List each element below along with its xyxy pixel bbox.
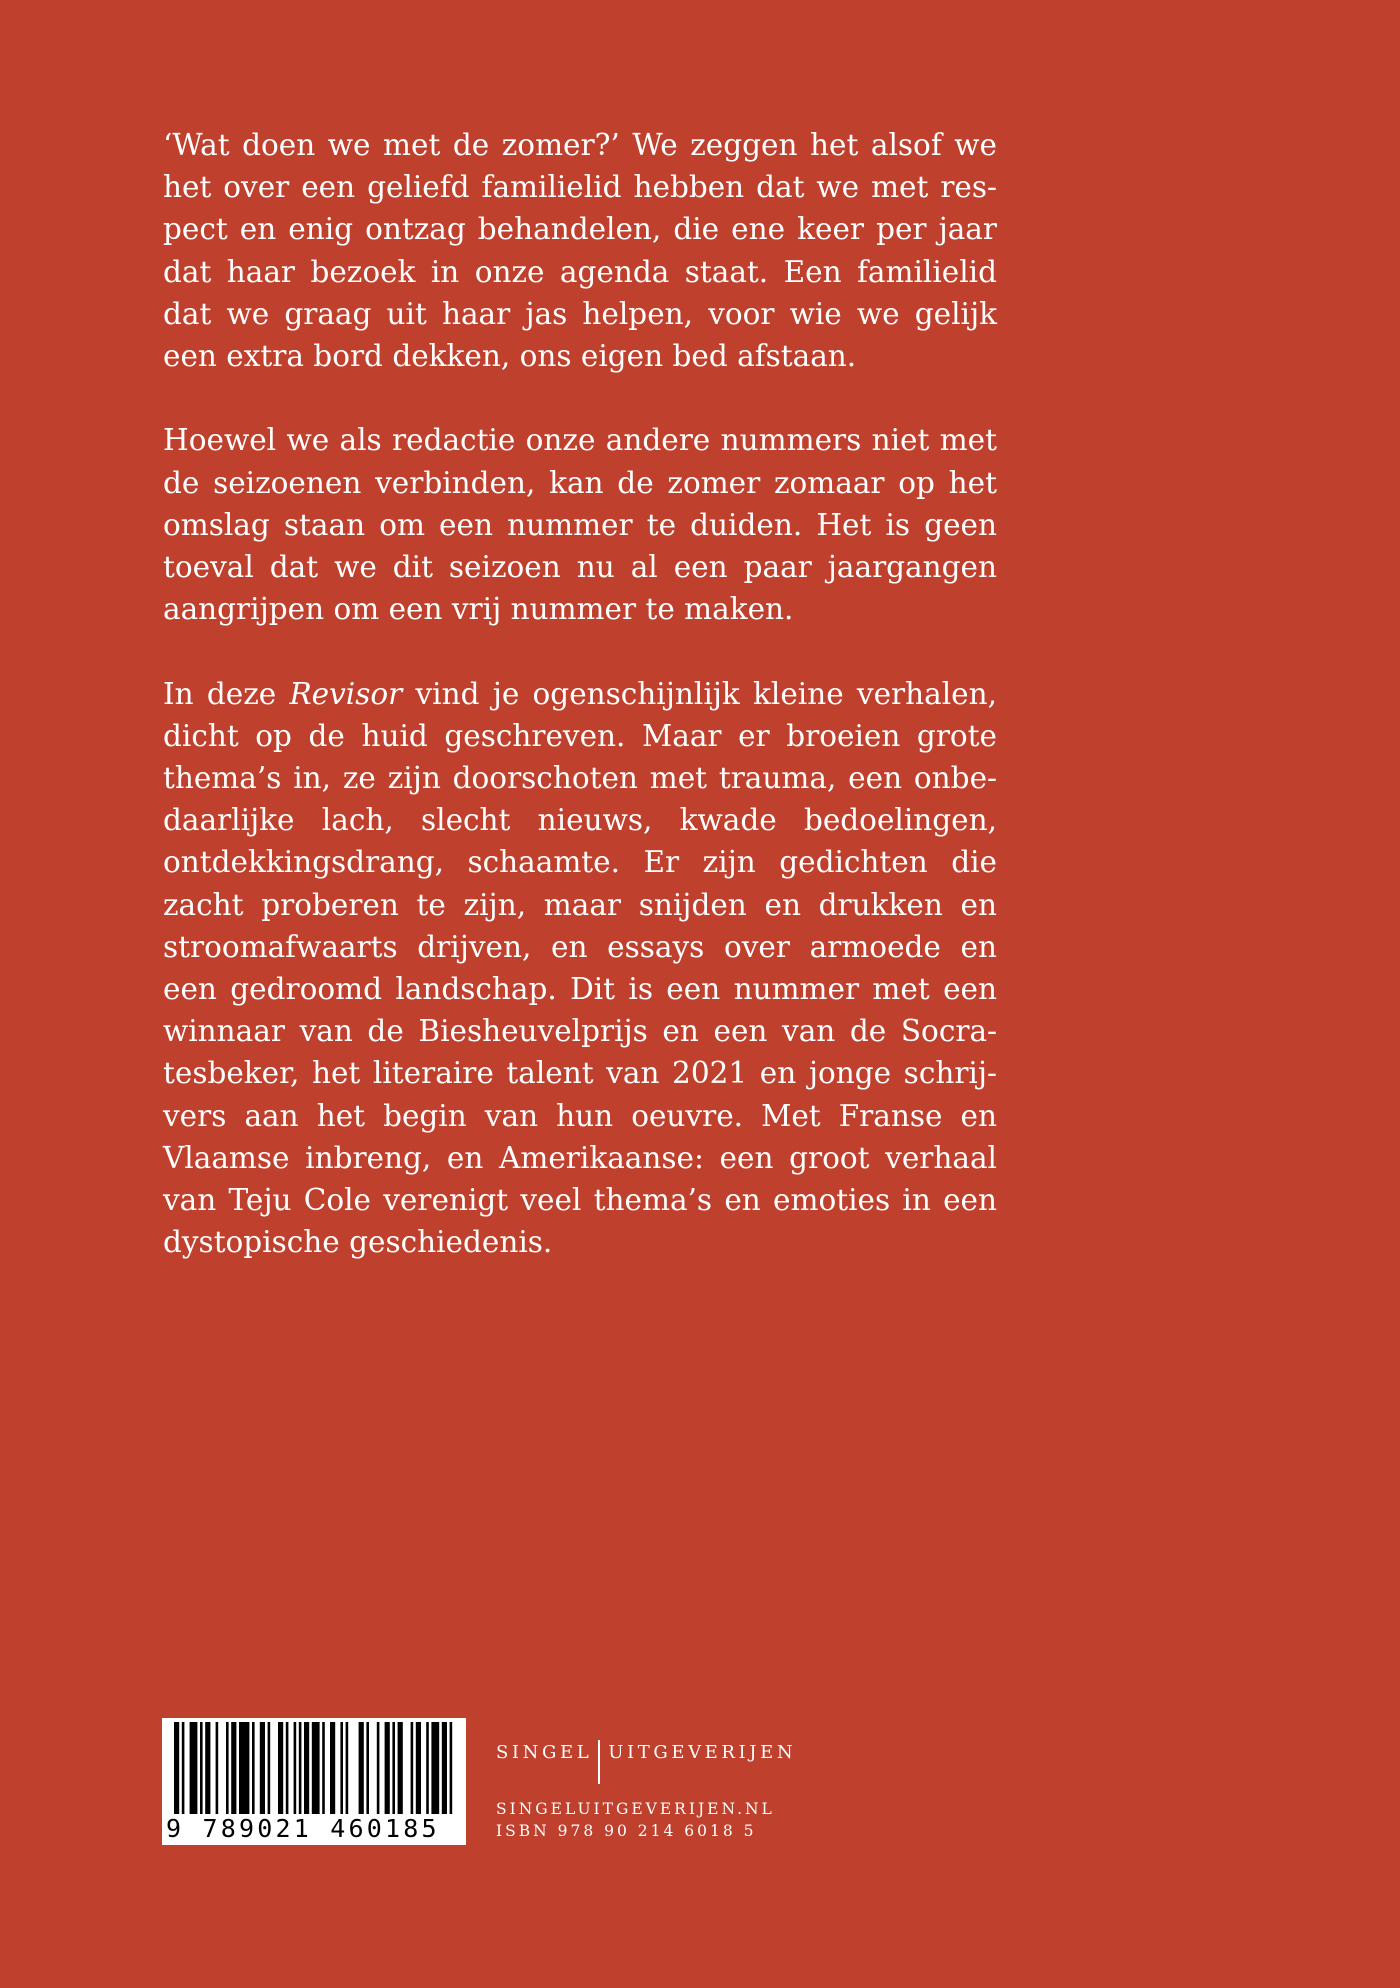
barcode-bar: [294, 1722, 297, 1814]
barcode-bar: [260, 1722, 265, 1814]
barcode-number: 9 789021 460185: [166, 1814, 440, 1843]
barcode-bar: [268, 1722, 271, 1814]
magazine-title: Revisor: [289, 676, 403, 711]
barcode-bar: [182, 1722, 185, 1814]
barcode-bars: [162, 1718, 466, 1818]
barcode-bar: [299, 1722, 302, 1814]
publisher-logo-divider: [598, 1740, 600, 1784]
barcode-bar: [340, 1722, 343, 1814]
publisher-info: [496, 1798, 775, 1842]
isbn-barcode: [162, 1718, 466, 1845]
barcode-bar: [366, 1722, 369, 1814]
barcode-bar: [450, 1722, 453, 1814]
barcode-bar: [239, 1722, 249, 1814]
barcode-bar: [377, 1722, 380, 1814]
barcode-bar: [205, 1722, 210, 1814]
barcode-bar: [416, 1722, 421, 1814]
barcode-bar: [398, 1722, 403, 1814]
barcode-bar: [312, 1722, 320, 1814]
blurb-paragraph-2: Hoewel we als redactie onze andere nummers niet met de seizoenen verbinden, kan de zomer zomaar op het omslag staan om een nummer te duiden. Het is geen toeval dat we dit seizoen nu al een paar jaargangen aangrijpen om een vrij nummer te maken.: [163, 423, 997, 627]
barcode-bar: [252, 1722, 255, 1814]
barcode-bar: [174, 1722, 179, 1814]
publisher-website: SINGELUITGEVERIJEN.NL: [496, 1800, 775, 1818]
isbn-number: ISBN 978 90 214 6018 5: [496, 1822, 757, 1840]
barcode-bar: [278, 1722, 283, 1814]
blurb-paragraph-1: ‘Wat doen we met de zomer?’ We zeggen het alsof we het over een geliefd familielid hebben dat we met respect en enig ontzag behandelen, die ene keer per jaar dat haar bezoek in onze agenda staat. Een familielid dat we graag uit haar jas helpen, voor wie we gelijk een extra bord dekken, ons eigen bed afstaan.: [163, 128, 997, 374]
back-cover-blurb: [163, 124, 997, 1306]
publisher-name-singel: SINGEL: [496, 1741, 593, 1763]
barcode-bar: [226, 1722, 229, 1814]
barcode-bar: [359, 1722, 364, 1814]
barcode-bar: [330, 1722, 335, 1814]
barcode-bar: [216, 1722, 219, 1814]
blurb-paragraph-3: [163, 673, 997, 1264]
blurb-paragraph-3-rest: vind je ogenschijnlijk kleine verhalen, dicht op de huid geschreven. Maar er broeien grote thema’s in, ze zijn doorschoten met trauma, een onbedaarlijke lach, slecht nieuws, kwade bedoelingen, ontdekkingsdrang, schaamte. Er zijn gedichten die zacht proberen te zijn, maar snijden en drukken en stroomafwaarts drijven, en essays over armoede en een gedroomd landschap. Dit is een nummer met een winnaar van de Biesheuvelprijs en een van de Socratesbeker, het literaire talent van 2021 en jonge schrijvers aan het begin van hun oeuvre. Met Franse en Vlaamse inbreng, en Amerikaanse: een groot verhaal van Teju Cole verenigt veel thema’s en emoties in een dystopische geschiedenis.: [163, 676, 997, 1260]
barcode-bar: [304, 1722, 309, 1814]
barcode-bar: [442, 1722, 447, 1814]
barcode-bar: [346, 1722, 349, 1814]
barcode-bar: [286, 1722, 289, 1814]
barcode-bar: [322, 1722, 325, 1814]
barcode-bar: [392, 1722, 395, 1814]
blurb-paragraph-3-start: In deze: [163, 676, 290, 711]
barcode-bar: [385, 1722, 390, 1814]
barcode-bar: [426, 1722, 429, 1814]
publisher-logo: [496, 1730, 796, 1774]
barcode-bar: [431, 1722, 439, 1814]
publisher-name-uitgeverijen: UITGEVERIJEN: [608, 1741, 797, 1763]
barcode-bar: [231, 1722, 236, 1814]
barcode-bar: [190, 1722, 198, 1814]
barcode-bar: [200, 1722, 203, 1814]
barcode-bar: [411, 1722, 414, 1814]
